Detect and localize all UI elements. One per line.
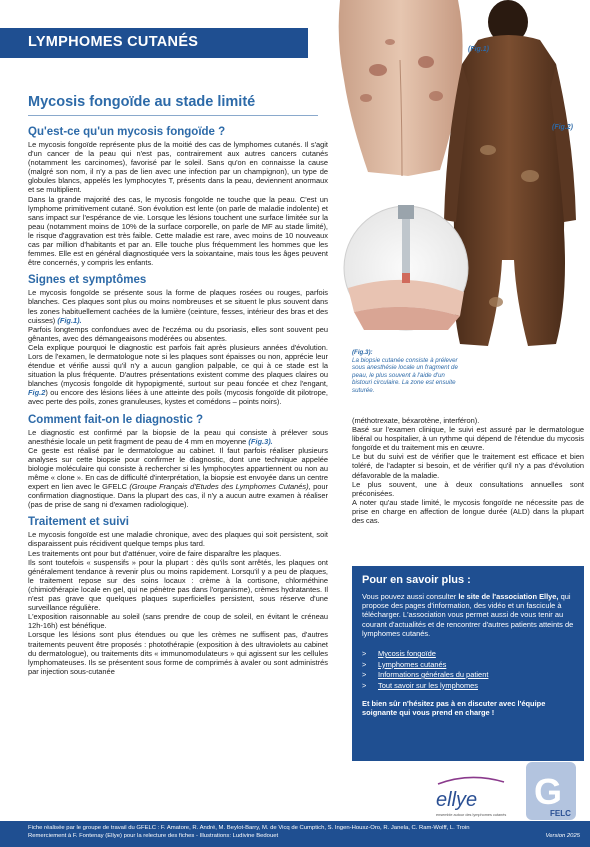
info-box-outro: Et bien sûr n'hésitez pas à en discuter avec l'équipe soignante qui vous prend en charge ! <box>362 699 546 718</box>
right-p4: Le plus souvent, une à deux consultations annuelles sont préconisées. <box>352 479 584 498</box>
info-box-intro <box>362 592 574 638</box>
arrow-icon: > <box>362 649 367 659</box>
footer-credits: Remerciement à F. Fontenay (Ellye) pour la relecture des fiches - Illustrations: Ludivine Bedouet <box>28 833 279 839</box>
right-p5: A noter qu'au stade limité, le mycosis fongoïde ne nécessite pas de prise en charge en affection de longue durée (ALD) dans la plupart des cas. <box>352 497 584 526</box>
fig3-ref-link: (Fig.3). <box>248 436 273 446</box>
list-item <box>362 649 574 660</box>
section-treatment-p1: Le mycosis fongoïde est une maladie chronique, avec des plaques qui soit persistent, soit disparaissent puis récidivent quelque temps plus tard. <box>28 530 328 549</box>
list-item <box>362 660 574 671</box>
right-p1: (méthotrexate, béxarotène, interféron). <box>352 416 480 425</box>
fig3-biopsy-zoom <box>344 205 468 330</box>
diagnosis-p2-text-b: pour confirmation diagnostique. Dans la plupart des cas, il n'y a aucun autre examen à réaliser (pas de prise de sang ni d'examen radiologique). <box>28 482 329 510</box>
fig1-light-torso <box>339 0 463 176</box>
info-box-title: Pour en savoir plus : <box>362 574 471 586</box>
section-signs-p2: Parfois longtemps confondues avec de l'eczéma ou du psoriasis, elles sont souvent peu gênantes, avec des démangeaisons modérées ou absentes. <box>28 324 328 343</box>
gfelc-logo <box>524 760 578 822</box>
main-column <box>28 124 328 676</box>
list-item <box>362 670 574 681</box>
fig3-caption-title: (Fig.3): <box>352 349 373 356</box>
footer-version: Version 2025 <box>545 833 580 839</box>
fig2-label: (Fig.2) <box>552 124 573 131</box>
signs-p3-text-a: Cela explique pourquoi le diagnostic est parfois fait après plusieurs années d'évolution. Lors de l'examen, le dermatologue note si les plaques sont épaisses ou non, apprécie leur étendue et vérifie aussi qu'il n'y a aucun ganglion palpable, ce qui à ce stade est la situation la plus fréquente. D'autres présentations existent comme des plaques claires ou blanches (mycosis fongoïde dit hypopigmenté, surtout sur peau foncée et chez l'engant, <box>28 342 328 389</box>
banner-title: LYMPHOMES CUTANÉS <box>28 34 199 50</box>
section-signs-title: Signes et symptômes <box>28 274 147 287</box>
section-signs-p1 <box>28 288 328 324</box>
section-treatment-p2: Les traitements ont pour but d'atténuer, voire de faire disparaître les plaques. <box>28 548 282 558</box>
signs-p3-text-b: ) ou encore des lésions liées à une atteinte des poils (mycosis fongoïde dit pilotrope, avec perte des poils, zones granuleuses, kystes et comédons – points noirs). <box>28 388 328 407</box>
gfelc-full-name: (Groupe Français d'Etudes des Lymphomes Cutanés), <box>129 482 311 492</box>
fig3-caption <box>352 349 464 395</box>
link-mycosis-fongoide[interactable]: Mycosis fongoïde <box>378 649 436 659</box>
title-divider <box>28 115 318 116</box>
section-treatment-p5: Lorsque les lésions sont plus étendues ou que les crèmes ne suffisent pas, d'autres traitements peuvent être proposés : photothérapie (exposition à des ultraviolets au cabinet du dermatologue), ou traitements dits « immunomodulateurs » qui agissent sur les cellules lymphomateuses. Ils se présentent sous forme de comprimés à avaler ou sont administrés par injection sous-cutanée <box>28 630 328 676</box>
diagnosis-p1-text: Le diagnostic est confirmé par la biopsie de la peau qui consiste à prélever sous anesthésie locale un petit fragment de peau de 4 mm en moyenne <box>28 427 328 446</box>
arrow-icon: > <box>362 659 367 669</box>
link-lymphomes-cutanes[interactable]: Lymphomes cutanés <box>378 659 447 669</box>
footer <box>0 821 590 847</box>
arrow-icon: > <box>362 680 367 690</box>
right-p3: Le but du suivi est de vérifier que le traitement est efficace et bien toléré, de l'adapter si besoin, et de vérifier qu'il n'y a pas d'évolution défavorable de la maladie. <box>352 452 584 480</box>
section-diagnosis-p2 <box>28 446 328 510</box>
list-item <box>362 681 574 692</box>
section-diagnosis-title: Comment fait-on le diagnostic ? <box>28 413 204 426</box>
section-diagnosis-p1 <box>28 428 328 446</box>
section-treatment-title: Traitement et suivi <box>28 516 129 529</box>
fig1-label: (Fig.1) <box>468 46 489 53</box>
section-what-is-title: Qu'est-ce qu'un mycosis fongoïde ? <box>28 126 226 138</box>
right-p2: Basé sur l'examen clinique, le suivi est assuré par le dermatologue libéral ou hospitalier, à un rythme qui dépend de l'étendue du mycosis fongoïde et du traitement mis en œuvre. <box>352 425 584 453</box>
right-column <box>352 416 584 525</box>
fig1-ref-link: (Fig.1). <box>57 315 82 325</box>
info-links-list <box>362 649 574 691</box>
section-what-is-p2: Dans la grande majorité des cas, le mycosis fongoïde ne touche que la peau. C'est un lymphome primitivement cutané. Son évolution est lente (on parle de maladie indolente) et sans impact sur l'espérance de vie. Lorsque les lésions touchent une surface limitée sur la peau (notamment moins de 10% de la surface corporelle, on parle de MF au stade limité), le risque d'aggravation est très faible. Cette maladie est rare, avec moins de 10 nouveaux cas par million d'habitants et par an. Elle touche plus fréquemment les hommes que les femmes. Elle est en général diagnostiquée vers la soixantaine, mais tous les âges peuvent être concernés, y compris les enfants. <box>28 194 328 268</box>
info-intro-c: qui propose des pages d'information, des vidéo et un fascicule à télécharger. L'association vous permet aussi de vous tenir au courant d'actualités et de rencontrer d'autres patients atteints de lymphomes cutanés. <box>362 592 574 638</box>
ellye-logo <box>430 770 510 820</box>
info-intro-a: Vous pouvez aussi consulter <box>362 592 459 601</box>
gfelc-letter: G <box>534 771 563 812</box>
link-tout-savoir-lymphomes[interactable]: Tout savoir sur les lymphomes <box>378 680 479 690</box>
page-title: Mycosis fongoïde au stade limité <box>28 94 256 110</box>
info-box <box>352 566 584 761</box>
header-banner <box>0 28 308 58</box>
link-informations-generales[interactable]: Informations générales du patient <box>378 670 489 680</box>
section-signs-p3 <box>28 343 328 407</box>
section-treatment-p4: L'exposition raisonnable au soleil (sans prendre de coup de soleil, en évitant le créneau 12h-16h) est bénéfique. <box>28 612 328 631</box>
fig2-ref-link: Fig.2 <box>28 388 46 398</box>
ellye-wordmark: ellye <box>436 789 478 811</box>
signs-p1-text: Le mycosis fongoïde se présente sous la forme de plaques rosées ou rouges, parfois blanches. Ces plaques sont plus ou moins nombreuses et se situent le plus souvent dans les zones habituellement cachées de la lumière (ceinture, fesses, intérieur des bras et des cuisses) <box>28 288 328 325</box>
section-what-is-p1: Le mycosis fongoïde représente plus de la moitié des cas de lymphomes cutanés. Il s'agit d'un cancer de la peau qui n'est pas, contrairement aux autres cancers cutanés (notamment les carcinomes), favorisé par le soleil. Sans qu'on en connaisse la cause (malgré son nom, il n'y a pas de lien avec une infection par un champignon), un type de globules blancs, appelés les lymphocytes T, présents dans la peau, deviennent anormaux et se multiplient. <box>28 140 328 195</box>
ellye-tagline: ensemble autour des lymphomes cutanés <box>436 813 507 817</box>
ellye-site-link[interactable]: le site de l'association Ellye, <box>458 592 559 601</box>
fig3-caption-text: La biopsie cutanée consiste à prélever sous anesthésie locale un fragment de peau, le plus souvent à l'aide d'un bistouri circulaire. La zone est ensuite suturée. <box>352 356 458 394</box>
gfelc-wordmark: FELC <box>550 809 571 818</box>
footer-authors: Fiche réalisée par le groupe de travail du GFELC : F. Amatore, R. André, M. Beylot-Barry, M. de Vicq de Cumptich, S. Ingen-Housz-Oro, R. Janela, C. Ram-Wolff, L. Troin <box>28 825 470 831</box>
diagnosis-p2-text-a: Ce geste est réalisé par le dermatologue au cabinet. Il faut parfois réaliser plusieurs analyses sur cette biopsie pour confirmer le diagnostic, dont une technique appelée biologie moléculaire qui consiste à rechercher si les lymphocytes appartiennent ou non au même « clone ». En cas de difficulté d'interprétation, la biopsie est envoyée dans un centre expert en lien avec le GFELC <box>28 445 328 492</box>
fig2-dark-figure <box>444 0 576 346</box>
arrow-icon: > <box>362 670 367 680</box>
section-treatment-p3: Ils sont toutefois « suspensifs » pour la plupart : dès qu'ils sont arrêtés, les plaques ont généralement tendance à revenir plus ou moins rapidement. Lorsqu'il y a peu de plaques, le traitement repose sur des soins locaux : crème à la cortisone, chlorméthine (chimiothérapie locale en gel, qui ne pénètre pas dans l'organisme), crèmes hydratantes. Il n'est pas grave que quelques plaques superficielles persistent, sous réserve d'une surveillance régulière. <box>28 557 328 613</box>
